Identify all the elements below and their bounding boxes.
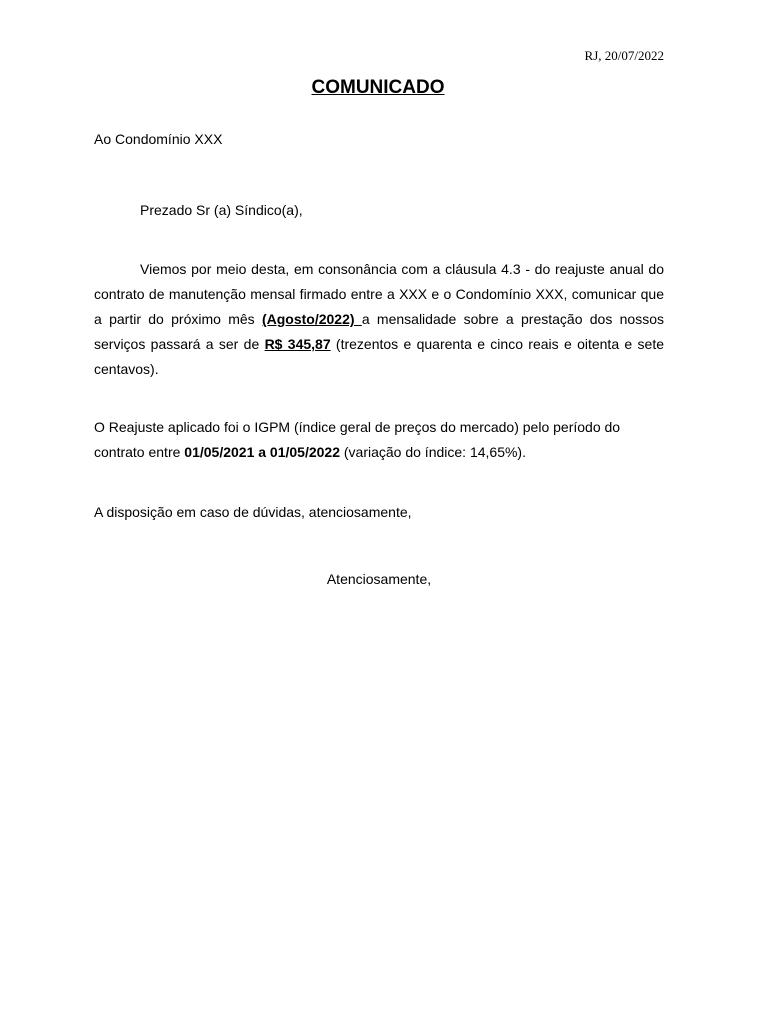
contract-date-range: 01/05/2021 a 01/05/2022 — [184, 444, 340, 460]
paragraph-text: (variação do índice: 14,65%). — [339, 444, 526, 460]
salutation-line: Prezado Sr (a) Síndico(a), — [140, 202, 303, 218]
closing-line: Atenciosamente, — [326, 571, 432, 587]
body-paragraph-adjustment — [94, 257, 664, 382]
body-paragraph-contact: A disposição em caso de dúvidas, atenciosamente, — [94, 504, 412, 520]
date-line: RJ, 20/07/2022 — [584, 48, 664, 63]
paragraph-text: a mensalidade sobre a prestação dos nossos serviços passará a ser de — [94, 311, 664, 352]
paragraph-text: (trezentos e quarenta e cinco reais e oitenta e sete centavos). — [94, 336, 664, 377]
body-paragraph-index — [94, 415, 664, 465]
new-fee-amount: R$ 345,87 — [264, 336, 331, 352]
document-title: COMUNICADO — [311, 77, 445, 98]
effective-period: (Agosto/2022) — [261, 311, 362, 327]
recipient-line: Ao Condomínio XXX — [94, 131, 223, 147]
paragraph-text: O Reajuste aplicado foi o IGPM (índice geral de preços do mercado) pelo período do contrato entre — [94, 419, 621, 460]
paragraph-text: Viemos por meio desta, em consonância com a cláusula 4.3 - do reajuste anual do contrato de manutenção mensal firmado entre a XXX e o Condomínio XXX, comunicar que a partir do próximo mês — [94, 261, 664, 327]
